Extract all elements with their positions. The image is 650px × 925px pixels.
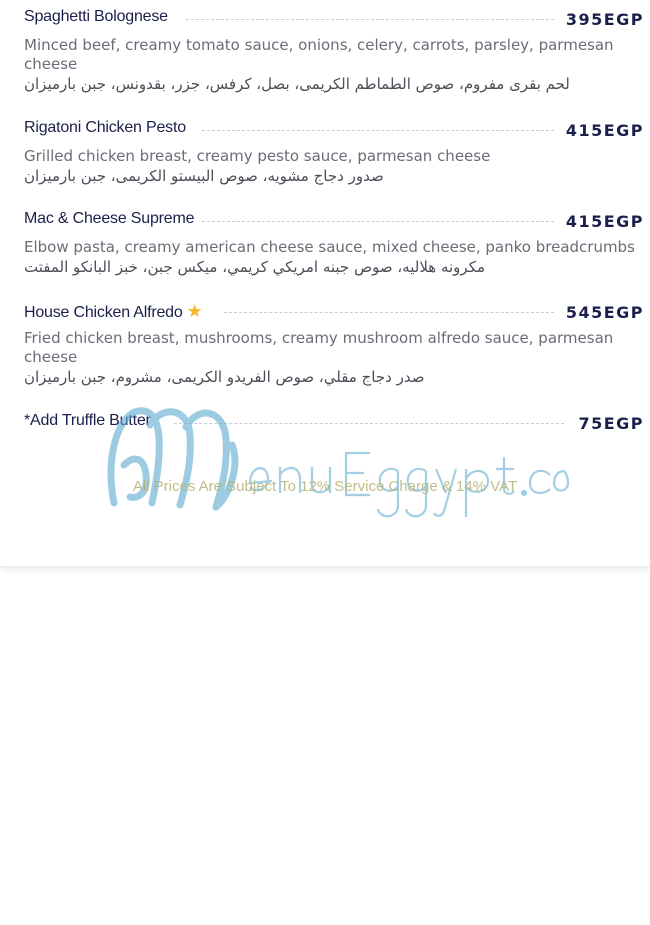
item-name-text: House Chicken Alfredo bbox=[24, 304, 183, 321]
watermark-logo bbox=[100, 395, 570, 535]
menu-item bbox=[24, 8, 644, 94]
item-name: Rigatoni Chicken Pesto bbox=[24, 119, 186, 136]
item-price: 545EGP bbox=[565, 303, 644, 322]
item-name: Mac & Cheese Supreme bbox=[24, 210, 195, 227]
item-description: Elbow pasta, creamy american cheese sauce, mixed cheese, panko breadcrumbs bbox=[24, 238, 635, 256]
star-icon: ★ bbox=[186, 301, 203, 321]
item-name bbox=[24, 301, 203, 322]
item-description-arabic: صدور دجاج مشويه، صوص البيستو الكريمى، جبن بارميزان bbox=[24, 167, 384, 185]
item-description-arabic: مكرونه هلاليه، صوص جبنه امريكي كريمي، ميكس جبن، خبز البانكو المفتت bbox=[24, 258, 486, 276]
item-price: 415EGP bbox=[565, 212, 644, 231]
item-price: 415EGP bbox=[565, 121, 644, 140]
menu-item bbox=[24, 119, 644, 186]
menu-item bbox=[24, 210, 644, 277]
item-name: *Add Truffle Butter bbox=[24, 412, 151, 429]
item-description: Grilled chicken breast, creamy pesto sauce, parmesan cheese bbox=[24, 147, 491, 165]
item-description-arabic: صدر دجاج مقلي، صوص الفريدو الكريمى، مشروم، جبن بارميزان bbox=[24, 368, 425, 386]
item-price: 395EGP bbox=[565, 10, 644, 29]
menu-item bbox=[24, 301, 644, 387]
dotted-leader bbox=[202, 130, 554, 131]
dotted-leader bbox=[202, 221, 554, 222]
item-price: 75EGP bbox=[578, 414, 644, 433]
item-description: Minced beef, creamy tomato sauce, onions, celery, carrots, parsley, parmesan cheese bbox=[24, 36, 614, 73]
item-name: Spaghetti Bolognese bbox=[24, 8, 168, 25]
item-description: Fried chicken breast, mushrooms, creamy mushroom alfredo sauce, parmesan cheese bbox=[24, 329, 614, 366]
dotted-leader bbox=[224, 312, 554, 313]
item-description-arabic: لحم بقرى مفروم، صوص الطماطم الكريمى، بصل، كرفس، جزر، بقدونس، جبن بارميزان bbox=[24, 75, 570, 93]
service-charge-notice: All Prices Are Subject To 12% Service Charge & 14% VAT bbox=[132, 478, 518, 495]
dotted-leader bbox=[186, 19, 554, 20]
